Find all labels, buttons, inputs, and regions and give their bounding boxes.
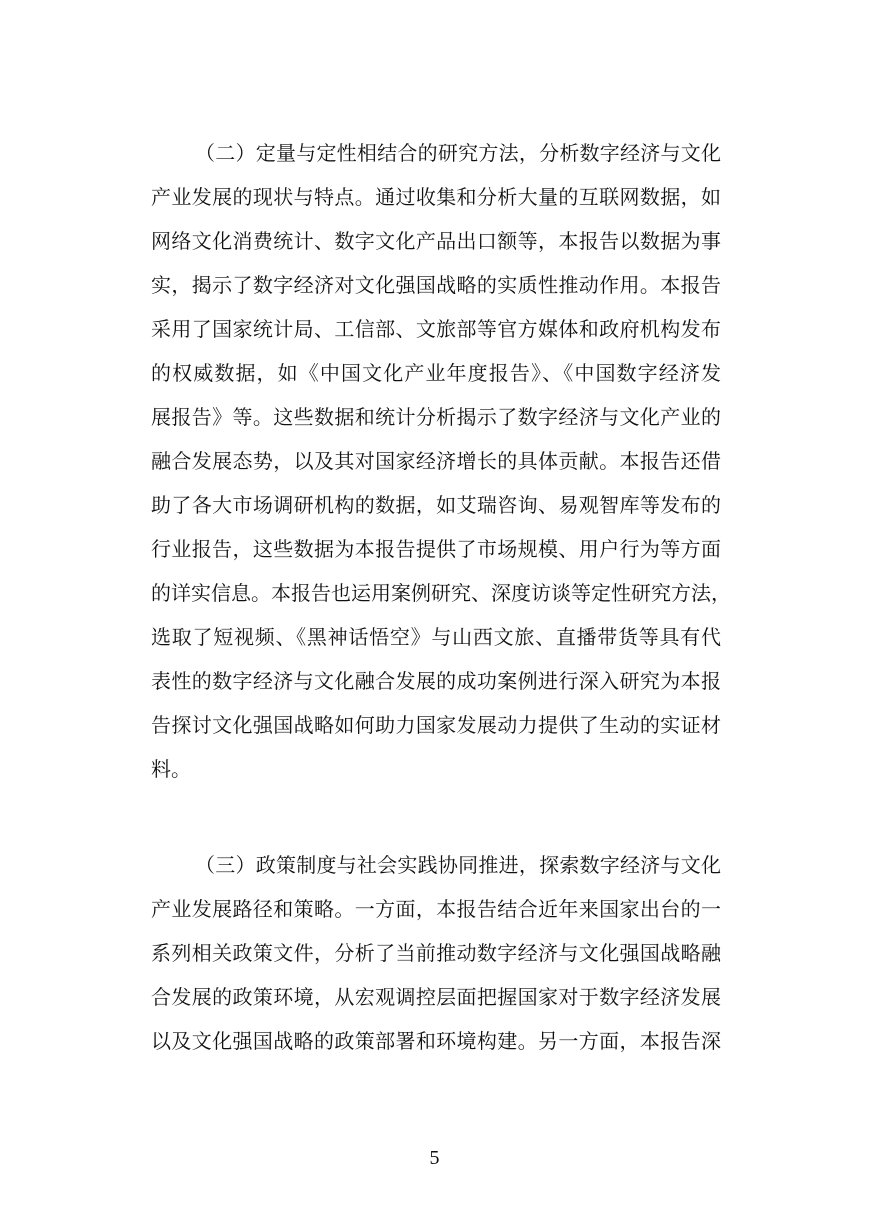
paragraph-1-line-14: 告探讨文化强国战略如何助力国家发展动力提供了生动的实证材 bbox=[151, 713, 721, 737]
paragraph-2-line-5: 以及文化强国战略的政策部署和环境构建。另一方面，本报告深 bbox=[151, 1029, 721, 1053]
paragraph-1-line-12: 选取了短视频、《黑神话悟空》与山西文旅、直播带货等具有代 bbox=[151, 625, 721, 649]
paragraph-1-line-10: 行业报告，这些数据为本报告提供了市场规模、用户行为等方面 bbox=[151, 537, 721, 561]
paragraph-1-line-3: 网络文化消费统计、数字文化产品出口额等，本报告以数据为事 bbox=[151, 229, 721, 253]
paragraph-1-line-8: 融合发展态势，以及其对国家经济增长的具体贡献。本报告还借 bbox=[151, 449, 721, 473]
paragraph-1-line-13: 表性的数字经济与文化融合发展的成功案例进行深入研究为本报 bbox=[151, 669, 721, 693]
paragraph-1-line-5: 采用了国家统计局、工信部、文旅部等官方媒体和政府机构发布 bbox=[151, 317, 721, 341]
paragraph-1-line-1: （二）定量与定性相结合的研究方法，分析数字经济与文化 bbox=[195, 141, 721, 165]
paragraph-1-line-15: 料。 bbox=[151, 757, 191, 781]
paragraph-2-line-2: 产业发展路径和策略。一方面，本报告结合近年来国家出台的一 bbox=[151, 897, 721, 921]
page-number: 5 bbox=[429, 1147, 440, 1169]
paragraph-1-line-11: 的详实信息。本报告也运用案例研究、深度访谈等定性研究方法， bbox=[151, 581, 731, 605]
paragraph-1-line-9: 助了各大市场调研机构的数据，如艾瑞咨询、易观智库等发布的 bbox=[151, 493, 721, 517]
paragraph-2-line-4: 合发展的政策环境，从宏观调控层面把握国家对于数字经济发展 bbox=[151, 985, 721, 1009]
paragraph-1-line-6: 的权威数据，如《中国文化产业年度报告》、《中国数字经济发 bbox=[151, 361, 721, 385]
paragraph-1-line-7: 展报告》等。这些数据和统计分析揭示了数字经济与文化产业的 bbox=[151, 405, 721, 429]
paragraph-2-line-3: 系列相关政策文件，分析了当前推动数字经济与文化强国战略融 bbox=[151, 941, 721, 965]
paragraph-2-line-1: （三）政策制度与社会实践协同推进，探索数字经济与文化 bbox=[195, 853, 721, 877]
paragraph-1-line-2: 产业发展的现状与特点。通过收集和分析大量的互联网数据，如 bbox=[151, 185, 721, 209]
paragraph-1-line-4: 实，揭示了数字经济对文化强国战略的实质性推动作用。本报告 bbox=[151, 273, 721, 297]
